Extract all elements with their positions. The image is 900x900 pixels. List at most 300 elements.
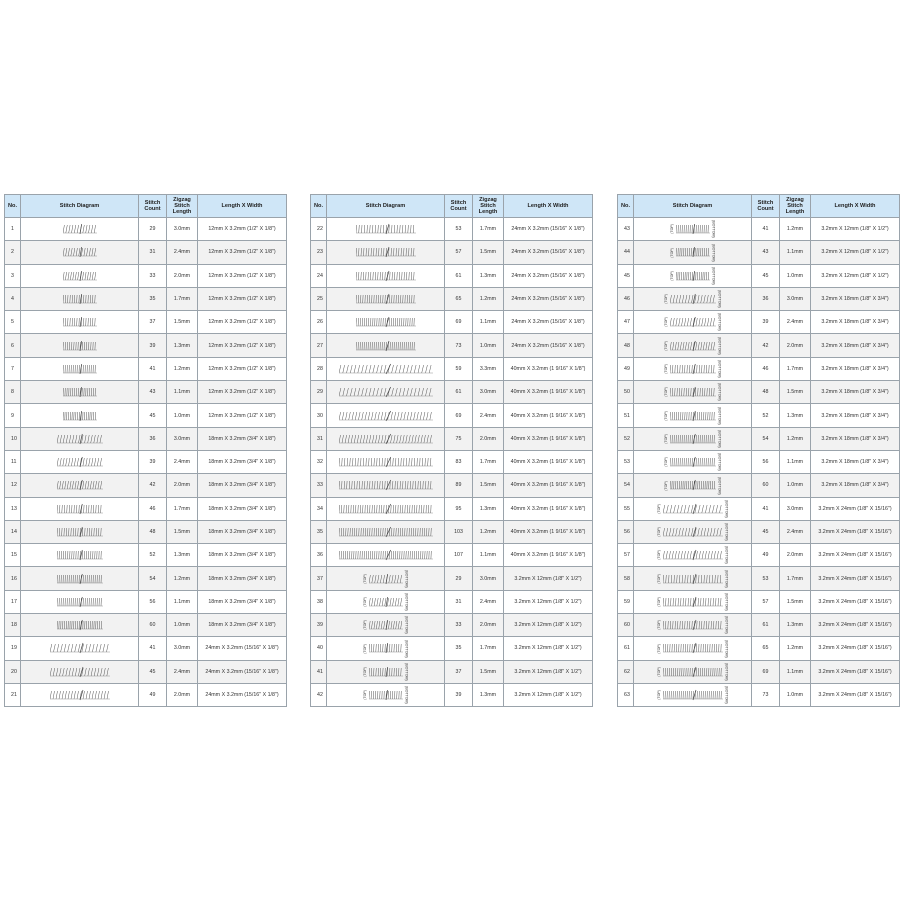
zigzag-stitch-length: 2.0mm xyxy=(780,544,811,567)
stitch-diagram-wrap xyxy=(327,381,444,403)
stitch-path xyxy=(50,668,108,676)
length-x-width: 24mm X 3.2mm (15/16" X 1/8") xyxy=(198,683,287,706)
length-x-width: 3.2mm X 24mm (1/8" X 15/16") xyxy=(811,637,900,660)
length-x-width: 3.2mm X 18mm (1/8" X 3/4") xyxy=(811,334,900,357)
row-number: 32 xyxy=(311,450,327,473)
zigzag-stitch-length: 1.2mm xyxy=(780,637,811,660)
stitch-diagram-svg xyxy=(369,642,403,654)
top-label: (TOP) xyxy=(669,224,674,234)
length-x-width: 12mm X 3.2mm (1/2" X 1/8") xyxy=(198,381,287,404)
stitch-diagram-graphic xyxy=(57,433,103,445)
stitch-diagram-svg xyxy=(339,549,433,561)
length-x-width: 12mm X 3.2mm (1/2" X 1/8") xyxy=(198,218,287,241)
table-row xyxy=(618,311,900,334)
row-number: 39 xyxy=(311,614,327,637)
zigzag-stitch-length: 3.0mm xyxy=(780,497,811,520)
stitch-diagram-graphic xyxy=(670,340,716,352)
stitch-diagram-svg xyxy=(339,410,433,422)
length-x-width: 40mm X 3.2mm (1 9/16" X 1/8") xyxy=(504,427,593,450)
length-x-width: 18mm X 3.2mm (3/4" X 1/8") xyxy=(198,427,287,450)
stitch-diagram-svg xyxy=(57,596,103,608)
stitch-diagram-wrap xyxy=(21,661,138,683)
row-number: 17 xyxy=(5,590,21,613)
row-number: 2 xyxy=(5,241,21,264)
top-label: (TOP) xyxy=(656,527,661,537)
stitch-count: 41 xyxy=(139,357,167,380)
stitch-diagram-wrap xyxy=(634,567,751,589)
stitch-diagram-wrap xyxy=(327,218,444,240)
header-zigzag-stitch-length: Zigzag Stitch Length xyxy=(473,195,504,218)
header-length-x-width: Length X Width xyxy=(504,195,593,218)
stitch-diagram-graphic xyxy=(57,456,103,468)
table-row xyxy=(618,404,900,427)
bottom-label: (BOTTOM) xyxy=(724,499,729,518)
length-x-width: 3.2mm X 18mm (1/8" X 3/4") xyxy=(811,474,900,497)
row-number: 54 xyxy=(618,474,634,497)
length-x-width: 3.2mm X 18mm (1/8" X 3/4") xyxy=(811,427,900,450)
stitch-count: 83 xyxy=(445,450,473,473)
stitch-count: 59 xyxy=(445,357,473,380)
length-x-width: 40mm X 3.2mm (1 9/16" X 1/8") xyxy=(504,404,593,427)
stitch-count: 57 xyxy=(445,241,473,264)
length-x-width: 18mm X 3.2mm (3/4" X 1/8") xyxy=(198,544,287,567)
table-row xyxy=(311,544,593,567)
row-number: 29 xyxy=(311,381,327,404)
row-number: 16 xyxy=(5,567,21,590)
stitch-diagram xyxy=(21,520,139,543)
length-x-width: 40mm X 3.2mm (1 9/16" X 1/8") xyxy=(504,474,593,497)
stitch-diagram-wrap xyxy=(327,311,444,333)
stitch-diagram xyxy=(21,683,139,706)
stitch-diagram-graphic xyxy=(663,689,723,701)
bottom-label: (BOTTOM) xyxy=(717,453,722,471)
stitch-diagram-svg xyxy=(63,410,97,422)
row-number: 4 xyxy=(5,287,21,310)
stitch-diagram-wrap xyxy=(327,265,444,287)
stitch-count: 61 xyxy=(445,264,473,287)
zigzag-stitch-length: 1.3mm xyxy=(167,544,198,567)
top-label: (TOP) xyxy=(663,317,668,328)
stitch-path xyxy=(369,668,401,676)
stitch-diagram-svg xyxy=(57,503,103,515)
stitch-diagram-wrap xyxy=(327,498,444,520)
stitch-diagram xyxy=(327,474,445,497)
table-row xyxy=(311,264,593,287)
bottom-label: (BOTTOM) xyxy=(724,616,729,635)
stitch-count: 73 xyxy=(752,683,780,706)
stitch-diagram-svg xyxy=(670,433,716,445)
table-row xyxy=(311,357,593,380)
row-number: 13 xyxy=(5,497,21,520)
stitch-count: 56 xyxy=(752,450,780,473)
stitch-diagram xyxy=(327,264,445,287)
row-number: 51 xyxy=(618,404,634,427)
stitch-diagram-graphic xyxy=(57,596,103,608)
stitch-diagram-svg xyxy=(663,689,723,701)
bottom-label: (BOTTOM) xyxy=(724,546,729,565)
row-number: 43 xyxy=(618,218,634,241)
stitch-path xyxy=(663,505,721,513)
stitch-diagram xyxy=(634,218,752,241)
stitch-path xyxy=(57,621,102,629)
length-x-width: 3.2mm X 12mm (1/8" X 1/2") xyxy=(811,264,900,287)
stitch-start-marker xyxy=(386,550,391,560)
stitch-diagram-graphic xyxy=(339,456,433,468)
length-x-width: 12mm X 3.2mm (1/2" X 1/8") xyxy=(198,357,287,380)
length-x-width: 12mm X 3.2mm (1/2" X 1/8") xyxy=(198,334,287,357)
stitch-diagram-wrap xyxy=(634,404,751,426)
stitch-count: 53 xyxy=(752,567,780,590)
stitch-diagram xyxy=(634,241,752,264)
stitch-count: 39 xyxy=(139,334,167,357)
bottom-label: (BOTTOM) xyxy=(404,616,409,635)
stitch-diagram xyxy=(327,450,445,473)
stitch-diagram xyxy=(634,357,752,380)
row-number: 6 xyxy=(5,334,21,357)
stitch-count: 35 xyxy=(139,287,167,310)
stitch-path xyxy=(663,575,721,583)
row-number: 40 xyxy=(311,637,327,660)
stitch-path xyxy=(676,272,709,280)
stitch-diagram xyxy=(21,474,139,497)
stitch-count: 29 xyxy=(445,567,473,590)
top-label: (TOP) xyxy=(656,503,661,514)
stitch-diagram-graphic xyxy=(339,363,433,375)
stitch-path xyxy=(670,458,714,466)
header-no: No. xyxy=(618,195,634,218)
bottom-label: (BOTTOM) xyxy=(717,336,722,355)
stitch-path xyxy=(50,691,109,699)
header-length-x-width: Length X Width xyxy=(811,195,900,218)
zigzag-stitch-length: 2.0mm xyxy=(167,474,198,497)
zigzag-stitch-length: 1.2mm xyxy=(473,287,504,310)
stitch-diagram-wrap xyxy=(327,591,444,613)
stitch-diagram xyxy=(327,311,445,334)
stitch-diagram-graphic xyxy=(670,456,716,468)
stitch-diagram-svg xyxy=(63,293,97,305)
bottom-label: (BOTTOM) xyxy=(404,569,409,588)
stitch-diagram xyxy=(634,590,752,613)
stitch-diagram-wrap xyxy=(634,241,751,263)
stitch-diagram-wrap xyxy=(21,567,138,589)
stitch-diagram xyxy=(327,497,445,520)
stitch-diagram-graphic xyxy=(339,549,433,561)
zigzag-stitch-length: 3.3mm xyxy=(473,357,504,380)
bottom-label: (BOTTOM) xyxy=(404,662,409,681)
bottom-label: (BOTTOM) xyxy=(711,266,716,285)
stitch-count: 95 xyxy=(445,497,473,520)
stitch-diagram-svg xyxy=(57,479,103,491)
stitch-count: 31 xyxy=(445,590,473,613)
stitch-count: 49 xyxy=(139,683,167,706)
stitch-diagram xyxy=(327,357,445,380)
stitch-diagram-svg xyxy=(339,433,433,445)
stitch-start-marker xyxy=(693,294,695,304)
stitch-diagram-wrap xyxy=(21,404,138,426)
table-row xyxy=(5,334,287,357)
length-x-width: 12mm X 3.2mm (1/2" X 1/8") xyxy=(198,241,287,264)
stitch-table-2 xyxy=(310,194,593,707)
stitch-diagram xyxy=(634,264,752,287)
length-x-width: 3.2mm X 18mm (1/8" X 3/4") xyxy=(811,404,900,427)
stitch-diagram xyxy=(634,497,752,520)
stitch-diagram xyxy=(21,381,139,404)
stitch-start-marker xyxy=(80,224,82,234)
stitch-diagram-graphic xyxy=(670,433,716,445)
stitch-diagram-wrap xyxy=(634,684,751,706)
stitch-diagram xyxy=(327,544,445,567)
row-number: 61 xyxy=(618,637,634,660)
stitch-diagram-wrap xyxy=(634,451,751,473)
stitch-diagram xyxy=(634,381,752,404)
table-row xyxy=(311,683,593,706)
row-number: 9 xyxy=(5,404,21,427)
stitch-diagram-graphic xyxy=(57,479,103,491)
stitch-path xyxy=(63,388,96,396)
table-row xyxy=(5,637,287,660)
stitch-table-3 xyxy=(617,194,900,707)
stitch-diagram-graphic xyxy=(57,549,103,561)
stitch-diagram-wrap xyxy=(21,614,138,636)
stitch-diagram-svg xyxy=(57,526,103,538)
stitch-diagram-graphic xyxy=(63,363,97,375)
stitch-path xyxy=(57,458,102,466)
stitch-diagram xyxy=(21,311,139,334)
zigzag-stitch-length: 1.0mm xyxy=(780,683,811,706)
stitch-diagram-graphic xyxy=(356,246,416,258)
stitch-diagram-graphic xyxy=(676,246,710,258)
stitch-diagram-svg xyxy=(57,619,103,631)
stitch-diagram-svg xyxy=(369,689,403,701)
table-row xyxy=(311,241,593,264)
header-zigzag-stitch-length: Zigzag Stitch Length xyxy=(167,195,198,218)
row-number: 24 xyxy=(311,264,327,287)
length-x-width: 40mm X 3.2mm (1 9/16" X 1/8") xyxy=(504,381,593,404)
row-number: 44 xyxy=(618,241,634,264)
stitch-diagram-graphic xyxy=(57,573,103,585)
zigzag-stitch-length: 1.3mm xyxy=(473,683,504,706)
header-zigzag-stitch-length: Zigzag Stitch Length xyxy=(780,195,811,218)
top-label: (TOP) xyxy=(663,410,668,421)
stitch-count: 60 xyxy=(752,474,780,497)
top-label: (TOP) xyxy=(663,340,668,351)
stitch-diagram-svg xyxy=(670,456,716,468)
top-label: (TOP) xyxy=(656,573,661,584)
zigzag-stitch-length: 1.5mm xyxy=(167,311,198,334)
stitch-diagram-svg xyxy=(63,316,97,328)
table-row xyxy=(311,404,593,427)
stitch-diagram-svg xyxy=(50,666,110,678)
table-row xyxy=(311,567,593,590)
zigzag-stitch-length: 3.0mm xyxy=(167,637,198,660)
top-label: (TOP) xyxy=(362,620,367,631)
length-x-width: 18mm X 3.2mm (3/4" X 1/8") xyxy=(198,450,287,473)
stitch-diagram-wrap xyxy=(21,288,138,310)
row-number: 56 xyxy=(618,520,634,543)
stitch-diagram-wrap xyxy=(634,428,751,450)
length-x-width: 18mm X 3.2mm (3/4" X 1/8") xyxy=(198,474,287,497)
stitch-diagram-svg xyxy=(339,386,433,398)
row-number: 31 xyxy=(311,427,327,450)
stitch-diagram-wrap xyxy=(327,474,444,496)
table-row xyxy=(5,427,287,450)
stitch-diagram-svg xyxy=(339,363,433,375)
stitch-diagram-graphic xyxy=(663,549,723,561)
bottom-label: (BOTTOM) xyxy=(724,569,729,588)
stitch-diagram-svg xyxy=(57,549,103,561)
stitch-path xyxy=(339,365,431,373)
stitch-count: 41 xyxy=(752,497,780,520)
stitch-diagram-graphic xyxy=(63,386,97,398)
table-row xyxy=(618,474,900,497)
stitch-diagram-graphic xyxy=(339,479,433,491)
bottom-label: (BOTTOM) xyxy=(711,243,716,262)
stitch-diagram-wrap xyxy=(634,498,751,520)
stitch-diagram-svg xyxy=(63,246,97,258)
stitch-diagram-graphic xyxy=(356,316,416,328)
bottom-label: (BOTTOM) xyxy=(724,593,729,611)
row-number: 20 xyxy=(5,660,21,683)
stitch-path xyxy=(63,365,95,373)
stitch-diagram-svg xyxy=(670,363,716,375)
stitch-diagram-wrap xyxy=(634,661,751,683)
stitch-diagram-graphic xyxy=(369,596,403,608)
zigzag-stitch-length: 1.0mm xyxy=(167,404,198,427)
stitch-path xyxy=(676,248,709,256)
table-row xyxy=(5,381,287,404)
length-x-width: 3.2mm X 18mm (1/8" X 3/4") xyxy=(811,287,900,310)
length-x-width: 40mm X 3.2mm (1 9/16" X 1/8") xyxy=(504,520,593,543)
table-row xyxy=(618,264,900,287)
stitch-diagram xyxy=(327,381,445,404)
stitch-count: 36 xyxy=(752,287,780,310)
stitch-count: 73 xyxy=(445,334,473,357)
stitch-count: 69 xyxy=(752,660,780,683)
length-x-width: 3.2mm X 12mm (1/8" X 1/2") xyxy=(811,241,900,264)
stitch-count: 37 xyxy=(139,311,167,334)
stitch-diagram xyxy=(21,241,139,264)
length-x-width: 3.2mm X 18mm (1/8" X 3/4") xyxy=(811,381,900,404)
stitch-path xyxy=(670,295,715,303)
stitch-diagram-svg xyxy=(356,270,416,282)
row-number: 38 xyxy=(311,590,327,613)
stitch-path xyxy=(63,342,95,350)
stitch-diagram xyxy=(634,287,752,310)
length-x-width: 3.2mm X 24mm (1/8" X 15/16") xyxy=(811,497,900,520)
stitch-diagram xyxy=(634,520,752,543)
zigzag-stitch-length: 1.3mm xyxy=(780,404,811,427)
stitch-diagram-svg xyxy=(670,410,716,422)
stitch-diagram-wrap xyxy=(21,544,138,566)
stitch-count: 31 xyxy=(139,241,167,264)
stitch-diagram xyxy=(21,287,139,310)
row-number: 42 xyxy=(311,683,327,706)
stitch-path xyxy=(670,388,714,396)
stitch-diagram-svg xyxy=(369,666,403,678)
length-x-width: 3.2mm X 12mm (1/8" X 1/2") xyxy=(504,683,593,706)
zigzag-stitch-length: 3.0mm xyxy=(473,567,504,590)
stitch-diagram xyxy=(634,404,752,427)
stitch-diagram xyxy=(634,334,752,357)
stitch-path xyxy=(57,551,101,559)
stitch-diagram-graphic xyxy=(670,386,716,398)
stitch-path xyxy=(63,318,95,326)
stitch-diagram-svg xyxy=(63,386,97,398)
stitch-count: 65 xyxy=(445,287,473,310)
row-number: 15 xyxy=(5,544,21,567)
bottom-label: (BOTTOM) xyxy=(724,639,729,658)
stitch-diagram xyxy=(21,404,139,427)
stitch-path xyxy=(63,248,96,256)
stitch-diagram-svg xyxy=(676,246,710,258)
header-row xyxy=(311,195,593,218)
stitch-diagram-wrap xyxy=(634,474,751,496)
bottom-label: (BOTTOM) xyxy=(724,686,729,704)
zigzag-stitch-length: 2.4mm xyxy=(167,660,198,683)
stitch-path xyxy=(670,435,714,443)
stitch-diagram-svg xyxy=(663,503,723,515)
stitch-diagram-graphic xyxy=(339,410,433,422)
row-number: 3 xyxy=(5,264,21,287)
bottom-label: (BOTTOM) xyxy=(717,290,722,308)
header-stitch-diagram: Stitch Diagram xyxy=(21,195,139,218)
zigzag-stitch-length: 1.2mm xyxy=(167,357,198,380)
row-number: 49 xyxy=(618,357,634,380)
table-row xyxy=(5,614,287,637)
table-row xyxy=(618,241,900,264)
stitch-path xyxy=(369,621,402,629)
stitch-diagram-graphic xyxy=(50,666,110,678)
zigzag-stitch-length: 1.1mm xyxy=(167,590,198,613)
stitch-count: 36 xyxy=(139,427,167,450)
stitch-diagram-svg xyxy=(670,293,716,305)
stitch-diagram-svg xyxy=(356,340,416,352)
row-number: 41 xyxy=(311,660,327,683)
zigzag-stitch-length: 2.4mm xyxy=(780,311,811,334)
length-x-width: 3.2mm X 24mm (1/8" X 15/16") xyxy=(811,567,900,590)
stitch-diagram-graphic xyxy=(339,526,433,538)
stitch-diagram-wrap xyxy=(634,218,751,240)
stitch-path xyxy=(670,365,714,373)
length-x-width: 3.2mm X 24mm (1/8" X 15/16") xyxy=(811,614,900,637)
zigzag-stitch-length: 1.2mm xyxy=(473,520,504,543)
zigzag-stitch-length: 2.0mm xyxy=(167,264,198,287)
stitch-path xyxy=(369,575,402,583)
table-row xyxy=(311,497,593,520)
row-number: 52 xyxy=(618,427,634,450)
row-number: 63 xyxy=(618,683,634,706)
top-label: (TOP) xyxy=(656,690,661,700)
stitch-diagram-svg xyxy=(663,666,723,678)
row-number: 60 xyxy=(618,614,634,637)
stitch-diagram xyxy=(21,334,139,357)
stitch-diagram xyxy=(634,311,752,334)
table-row xyxy=(5,660,287,683)
stitch-diagram xyxy=(327,520,445,543)
zigzag-stitch-length: 1.5mm xyxy=(473,660,504,683)
stitch-path xyxy=(57,481,102,489)
row-number: 21 xyxy=(5,683,21,706)
stitch-diagram-graphic xyxy=(356,340,416,352)
stitch-diagram-wrap xyxy=(634,358,751,380)
header-row xyxy=(618,195,900,218)
stitch-table-1 xyxy=(4,194,287,707)
length-x-width: 18mm X 3.2mm (3/4" X 1/8") xyxy=(198,614,287,637)
stitch-path xyxy=(63,412,96,420)
stitch-count: 29 xyxy=(139,218,167,241)
length-x-width: 3.2mm X 12mm (1/8" X 1/2") xyxy=(504,567,593,590)
stitch-diagram xyxy=(634,637,752,660)
